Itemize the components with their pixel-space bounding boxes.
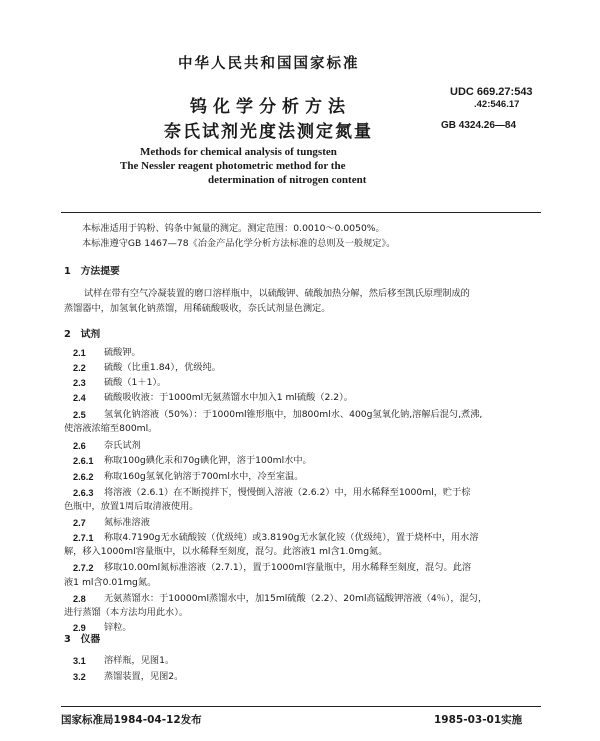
item-number: 2.6.3 <box>73 488 94 498</box>
effective-date: 1985-03-01实施 <box>434 714 523 726</box>
section-heading: 3 仪器 <box>64 634 101 645</box>
list-item: 溶样瓶，见图1。 <box>104 655 175 666</box>
list-item: 氢氧化钠溶液（50%）：于1000ml锥形瓶中，加800ml水、400g氢氧化钠,溶解后混匀,煮沸, <box>104 409 483 420</box>
english-title-line: Methods for chemical analysis of tungsten <box>140 146 337 158</box>
list-item: 蒸馏装置，见图2。 <box>104 671 184 682</box>
issue-date: 国家标准局1984-04-12发布 <box>61 714 202 726</box>
scope-line: 本标准遵守GB 1467—78《冶金产品化学分析方法标准的总则及一般规定》。 <box>82 238 396 249</box>
list-item: 移取10.00ml氮标准溶液（2.7.1），置于1000ml容量瓶中，用水稀释至刻度，混匀。此溶 <box>104 562 472 573</box>
list-item-continuation: 进行蒸馏（本方法均用此水）。 <box>64 607 189 618</box>
list-item: 奈氏试剂 <box>104 440 141 451</box>
item-number: 3.1 <box>73 656 86 666</box>
item-number: 2.3 <box>73 378 86 388</box>
list-item: 硫酸钾。 <box>104 347 141 358</box>
list-item: 无氨蒸馏水：于10000ml蒸馏水中，加15ml硫酸（2.2）、20ml高锰酸钾溶液（4％），混匀， <box>104 593 488 604</box>
list-item-continuation: 液1 ml含0.01mg氮。 <box>64 577 157 588</box>
english-title-line: The Nessler reagent photometric method for the <box>120 160 346 172</box>
item-number: 2.9 <box>73 623 86 633</box>
item-number: 2.2 <box>73 363 86 373</box>
list-item: 锌粒。 <box>104 622 132 633</box>
section-heading: 1 方法提要 <box>64 266 120 277</box>
item-number: 2.7.1 <box>73 533 94 543</box>
item-number: 2.6.1 <box>73 456 94 466</box>
issuing-country-label: 中华人民共和国国家标准 <box>178 56 360 72</box>
scope-line: 本标准适用于钨粉、钨条中氮量的测定。测定范围：0.0010～0.0050%。 <box>82 223 385 234</box>
list-item: 称取100g碘化汞和70g碘化钾，溶于100ml水中。 <box>104 455 312 466</box>
item-number: 2.7 <box>73 518 86 528</box>
item-number: 2.4 <box>73 393 86 403</box>
list-item-continuation: 解，移入1000ml容量瓶中，以水稀释至刻度，混匀。此溶液1 ml含1.0mg氮。 <box>64 546 388 557</box>
list-item: 氮标准溶液 <box>104 517 150 528</box>
paragraph-line: 试样在带有空气冷凝装置的磨口溶样瓶中，以硫酸钾、硫酸加热分解，然后移至凯氏原理制成的 <box>84 288 470 299</box>
item-number: 2.8 <box>73 594 86 604</box>
header-divider <box>61 212 541 213</box>
document-title: 钨化学分析方法 <box>190 97 351 117</box>
list-item-continuation: 色瓶中，放置1周后取清液使用。 <box>64 501 199 512</box>
footer-divider <box>61 706 541 707</box>
item-number: 3.2 <box>73 672 86 682</box>
list-item: 称取160g氢氧化钠溶于700ml水中，冷至室温。 <box>104 471 304 482</box>
section-heading: 2 试剂 <box>64 329 101 340</box>
udc-code-continued: .42:546.17 <box>474 99 520 110</box>
english-title-line: determination of nitrogen content <box>208 174 367 186</box>
item-number: 2.7.2 <box>73 563 94 573</box>
gb-standard-number: GB 4324.26—84 <box>441 120 517 131</box>
list-item: 将溶液（2.6.1）在不断搅拌下，慢慢倒入溶液（2.6.2）中，用水稀释至1000ml，贮于棕 <box>104 487 471 498</box>
item-number: 2.6 <box>73 441 86 451</box>
document-subtitle: 奈氏试剂光度法测定氮量 <box>164 122 373 142</box>
item-number: 2.6.2 <box>73 472 94 482</box>
item-number: 2.1 <box>73 348 86 358</box>
udc-code: UDC 669.27:543 <box>450 86 533 98</box>
item-number: 2.5 <box>73 410 86 420</box>
list-item: 称取4.7190g无水硫酸铵（优级纯）或3.8190g无水氯化铵（优级纯），置于烧杯中，用水溶 <box>104 532 479 543</box>
list-item: 硫酸吸收液：于1000ml无氨蒸馏水中加入1 ml硫酸（2.2）。 <box>104 392 353 403</box>
list-item-continuation: 使溶液浓缩至800ml。 <box>64 423 158 434</box>
paragraph-line: 蒸馏器中，加氢氧化钠蒸馏，用稀硫酸吸收，奈氏试剂显色测定。 <box>64 303 331 314</box>
list-item: 硫酸（1＋1）。 <box>104 377 167 388</box>
list-item: 硫酸（比重1.84），优级纯。 <box>104 362 221 373</box>
